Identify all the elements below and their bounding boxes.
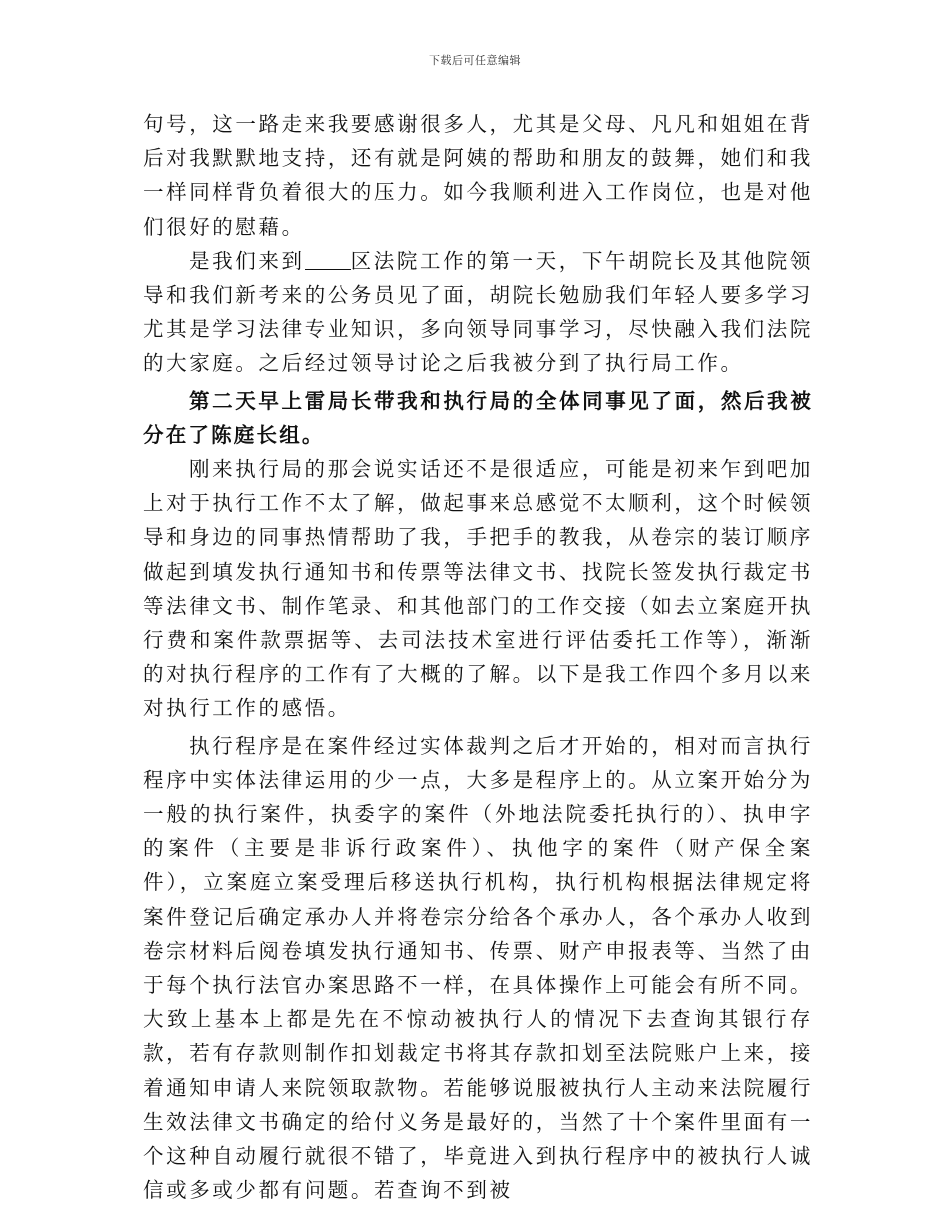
first-day-text-before-blank: 是我们来到 xyxy=(189,248,305,273)
paragraph-first-day xyxy=(143,244,813,381)
paragraph-continuation: 句号，这一路走来我要感谢很多人，尤其是父母、凡凡和姐姐在背后对我默默地支持，还有就是阿姨的帮助和朋友的鼓舞，她们和我一样同样背负着很大的压力。如今我顺利进入工作岗位，也是对他们很好的慰藉。 xyxy=(143,112,813,239)
document-body xyxy=(143,107,813,1208)
page-header: 下载后可任意编辑 xyxy=(429,54,521,67)
paragraph-second-day: 第二天早上雷局长带我和执行局的全体同事见了面，然后我被分在了陈庭长组。 xyxy=(143,388,813,447)
fill-in-blank xyxy=(305,249,351,270)
first-day-text-after-blank: 区法院工作的第一天，下午胡院长及其他院领导和我们新考来的公务员见了面，胡院长勉励我们年轻人要多学习尤其是学习法律专业知识，多向领导同事学习，尽快融入我们法院的大家庭。之后经过领导讨论之后我被分到了执行局工作。 xyxy=(143,248,814,376)
paragraph-adjustment: 刚来执行局的那会说实话还不是很适应，可能是初来乍到吧加上对于执行工作不太了解，做起事来总感觉不太顺利，这个时候领导和身边的同事热情帮助了我，手把手的教我，从卷宗的装订顺序做起到填发执行通知书和传票等法律文书、找院长签发执行裁定书等法律文书、制作笔录、和其他部门的工作交接（如去立案庭开执行费和案件款票据等、去司法技术室进行评估委托工作等），渐渐的对执行程序的工作有了大概的了解。以下是我工作四个多月以来对执行工作的感悟。 xyxy=(143,457,813,721)
paragraph-execution-procedure: 执行程序是在案件经过实体裁判之后才开始的，相对而言执行程序中实体法律运用的少一点，大多是程序上的。从立案开始分为一般的执行案件，执委字的案件（外地法院委托执行的）、执申字的案件（主要是非诉行政案件）、执他字的案件（财产保全案件），立案庭立案受理后移送执行机构，执行机构根据法律规定将案件登记后确定承办人并将卷宗分给各个承办人，各个承办人收到卷宗材料后阅卷填发执行通知书、传票、财产申报表等、当然了由于每个执行法官办案思路不一样，在具体操作上可能会有所不同。大致上基本上都是先在不惊动被执行人的情况下去查询其银行存款，若有存款则制作扣划裁定书将其存款扣划至法院账户上来，接着通知申请人来院领取款物。若能够说服被执行人主动来法院履行生效法律文书确定的给付义务是最好的，当然了十个案件里面有一个这种自动履行就很不错了，毕竟进入到执行程序中的被执行人诚信或多或少都有问题。若查询不到被 xyxy=(143,733,813,1203)
